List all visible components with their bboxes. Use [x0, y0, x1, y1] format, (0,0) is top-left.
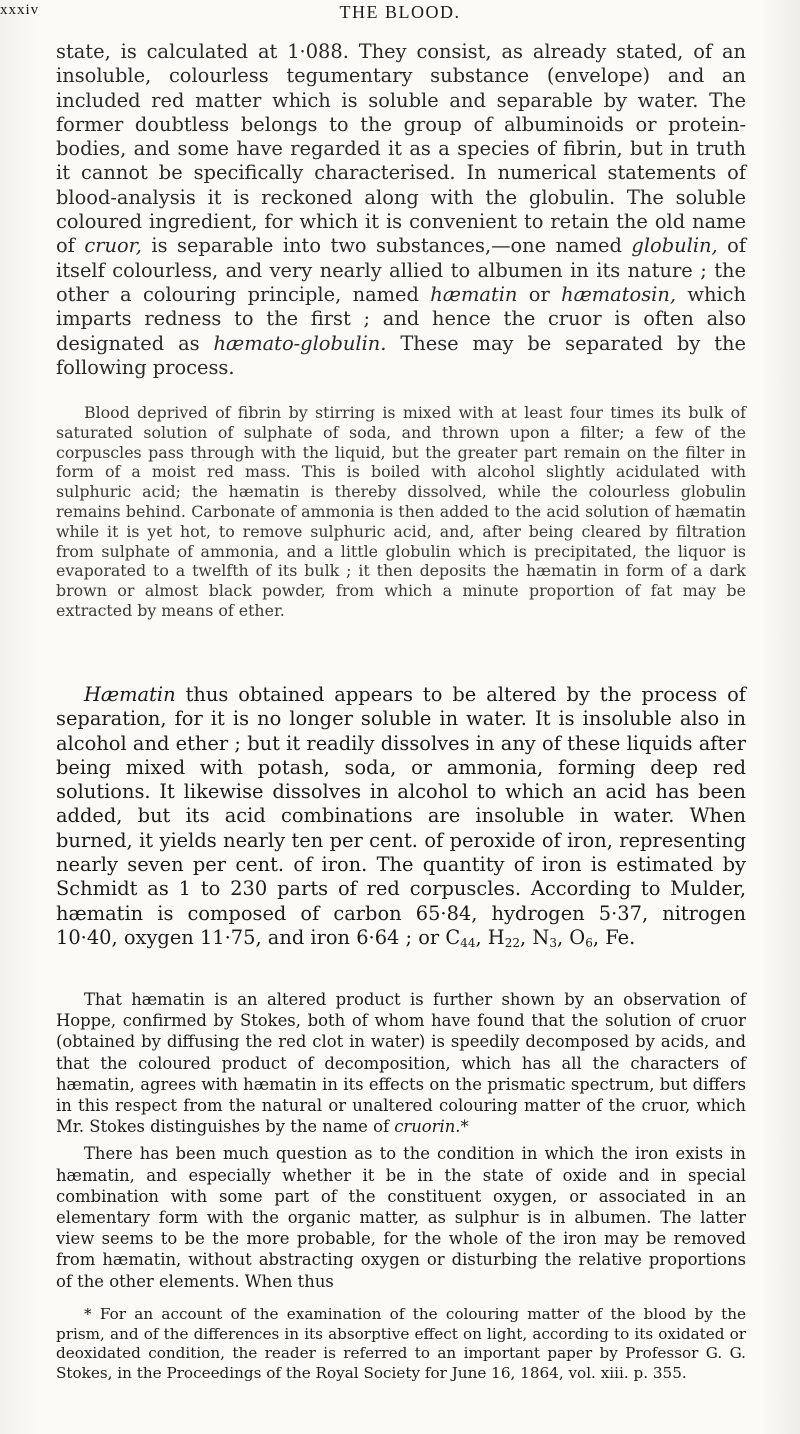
paragraph-hoppe-stokes: That hæmatin is an altered product is further shown by an observation of Hoppe, confirmed by Stokes, both of whom have found that the solution of cruor (obtained by diffusing the red clot in water) is speedily decomposed by acids, and that the coloured product of decomposition, which has all the characters of hæmatin, agrees with hæmatin in its effects on the prismatic spectrum, but differs in this respect from the natural or unaltered colouring matter of the cruor, which Mr. Stokes distinguishes by the name of cruorin.* [56, 990, 746, 1137]
paragraph-haematin: Hæmatin thus obtained appears to be altered by the process of separation, for it is no longer soluble in water. It is insoluble also in alcohol and ether ; but it readily dissolves in any of these liquids after being mixed with potash, soda, or ammonia, forming deep red solutions. It likewise dissolves in alcohol to which an acid has been added, but its acid combinations are insoluble in water. When burned, it yields nearly ten per cent. of peroxide of iron, representing nearly seven per cent. of iron. The quantity of iron is estimated by Schmidt as 1 to 230 parts of red corpuscles. According to Mulder, hæmatin is composed of carbon 65·84, hydrogen 5·37, nitrogen 10·40, oxygen 11·75, and iron 6·64 ; or $C_{44}$, $H_{22}$, $N_3$, $O_6$, Fe. [56, 683, 746, 950]
page-number: xxxiv [0, 2, 40, 18]
running-head: THE BLOOD. [339, 2, 461, 22]
paragraph-cruor: state, is calculated at 1·088. They consist, as already stated, of an insoluble, colourless tegumentary substance (envelope) and an included red matter which is soluble and separable by water. The former doubtless belongs to the group of albuminoids or protein-bodies, and some have regarded it as a species of fibrin, but in truth it cannot be specifically characterised. In numerical statements of blood-analysis it is reckoned along with the globulin. The soluble coloured ingredient, for which it is convenient to retain the old name of cruor, is separable into two substances,—one named globulin, of itself colourless, and very nearly allied to albumen in its nature ; the other a colouring principle, named hæmatin or hæmatosin, which imparts redness to the first ; and hence the cruor is often also designated as hæmato-globulin. These may be separated by the following process. [56, 40, 747, 379]
paragraph-iron-condition: There has been much question as to the condition in which the iron exists in hæmatin, and especially whether it be in the state of oxide and in special combination with some part of the constituent oxygen, or associated in an elementary form with the organic matter, as sulphur is in albumen. The latter view seems to be the more probable, for the whole of the iron may be removed from hæmatin, without abstracting oxygen or disturbing the relative proportions of the other elements. When thus [56, 1144, 746, 1291]
paragraph-separation-process: Blood deprived of fibrin by stirring is mixed with at least four times its bulk of saturated solution of sulphate of soda, and thrown upon a filter; a few of the corpuscles pass through with the liquid, but the greater part remain on the filter in form of a moist red mass. This is boiled with alcohol slightly acidulated with sulphuric acid; the hæmatin is thereby dissolved, while the colourless globulin remains behind. Carbonate of ammonia is then added to the acid solution of hæmatin while it is yet hot, to remove sulphuric acid, and, after being cleared by filtration from sulphate of ammonia, and a little globulin which is precipitated, the liquor is evaporated to a twelfth of its bulk ; it then deposits the hæmatin in form of a dark brown or almost black powder, from which a minute proportion of fat may be extracted by means of ether. [56, 403, 746, 620]
page-header [0, 2, 800, 24]
footnote: * For an account of the examination of the colouring matter of the blood by the prism, and of the differences in its absorptive effect on light, according to its oxidated or deoxidated condition, the reader is referred to an important paper by Professor G. G. Stokes, in the Proceedings of the Royal Society for June 16, 1864, vol. xiii. p. 355. [56, 1305, 746, 1382]
small-print-section [56, 989, 746, 1292]
